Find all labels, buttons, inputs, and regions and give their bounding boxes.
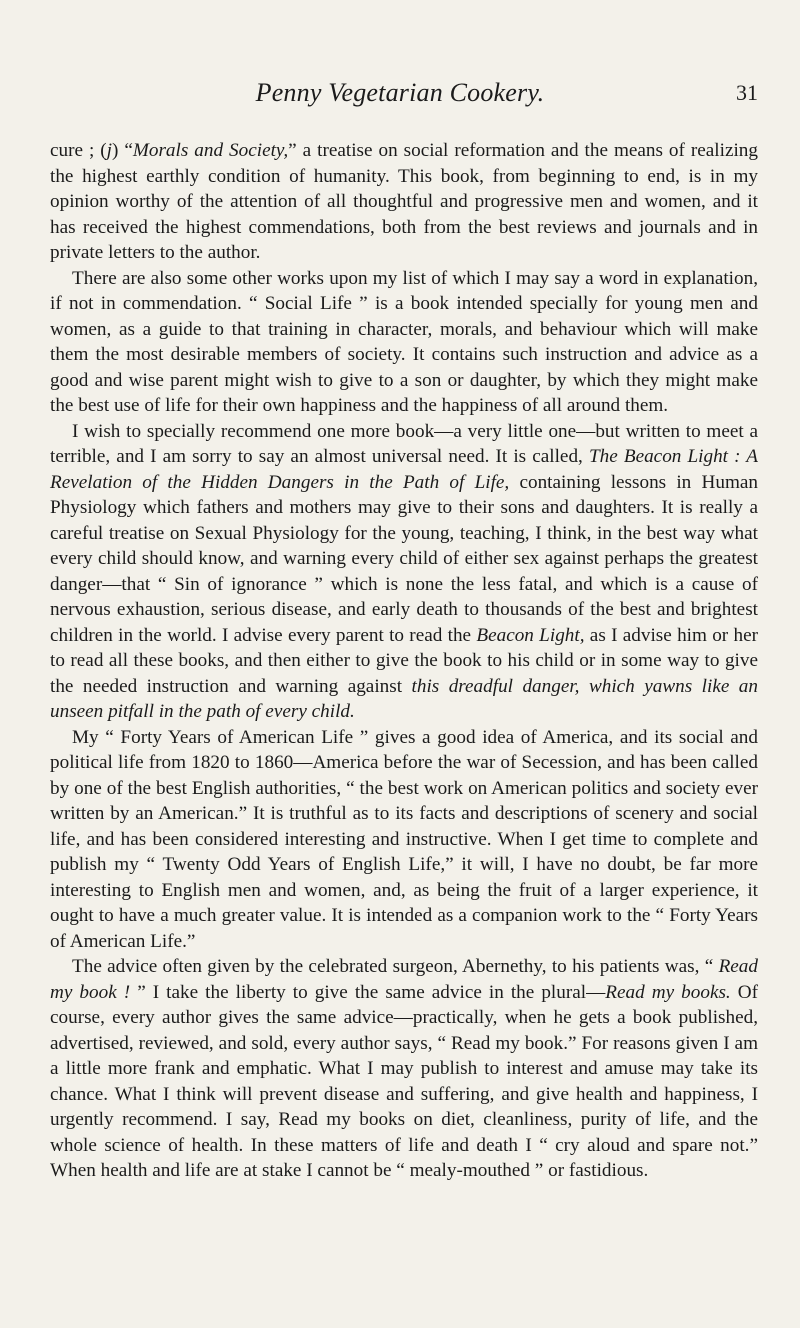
text-run: cure ; (: [50, 140, 107, 161]
paragraph-morals-and-society: [50, 138, 758, 266]
text-run: ” a treatise on social reformation and the means of realizing the highest earthly condition of humanity. This book, from beginning to end, is in my opinion worthy of the attention of all thoughtful and progressive men and women, and it has received the highest commendations, both from the best reviews and journals and in private letters to the author.: [50, 140, 758, 263]
italic-title: Beacon Light,: [476, 624, 585, 646]
text-run: ) “: [112, 140, 133, 161]
italic-run: this dreadful danger, which yawns like an unseen pitfall in the path of every child.: [50, 675, 758, 722]
running-head: [0, 78, 800, 114]
text-run: Of course, every author gives the same advice—practically, when he gets a book published, advertised, reviewed, and sold, every author says, “ Read my book.” For reasons given I am a little more frank and emphatic. What I may publish to interest and amuse may take its chance. What I think will prevent disease and suffering, and give health and happiness, I urgently recommend. I say, Read my books on diet, cleanliness, purity of life, and the whole science of health. In these matters of life and death I “ cry aloud and spare not.” When health and life are at stake I cannot be “ mealy-mouthed ” or fastidious.: [50, 981, 759, 1181]
paragraph-forty-years: [50, 725, 758, 955]
italic-title: The Beacon Light : A Revelation of the Hidden Dangers in the Path of Life,: [50, 446, 758, 493]
text-run: I wish to specially recommend one more book—a very little one—but written to meet a terrible, and I am sorry to say an almost universal need. It is called,: [50, 420, 758, 467]
page-number: 31: [736, 80, 758, 105]
text-run: containing lessons in Human Physiology which fathers and mothers may give to their sons and daughters. It is really a careful treatise on Sexual Physiology for the young, teaching, I think, in the best way what every child should know, and warning every child of either sex against perhaps the greatest danger—that “ Sin of ignorance ” which is none the less fatal, and which is a cause of nervous exhaustion, serious disease, and early death to thousands of the best and brightest children in the world. I advise every parent to read the: [50, 471, 758, 646]
paragraph-read-my-books: [50, 954, 758, 1184]
italic-title: Morals and Society,: [132, 140, 289, 161]
italic-run: Read my book !: [50, 956, 758, 1003]
text-run: as I advise him or her to read all these books, and then either to give the book to his child or in some way to give the needed instruction and warning against: [50, 624, 758, 697]
body-text: [50, 138, 758, 1184]
text-run: There are also some other works upon my list of which I may say a word in explanation, if not in commendation. “ Social Life ” is a book intended specially for young men and women, as a guide to that training in character, morals, and behaviour which will make them the most desirable members of society. It contains such instruction and advice as a good and wise parent might wish to give to a son or daughter, by which they might make the best use of life for their own happiness and the happiness of all around them.: [50, 267, 758, 416]
italic-run: Read my books.: [605, 981, 731, 1003]
italic-run: j: [106, 140, 113, 161]
paragraph-social-life: [50, 266, 758, 419]
text-run: ” I take the liberty to give the same advice in the plural—: [130, 981, 606, 1003]
text-run: My “ Forty Years of American Life ” gives a good idea of America, and its social and political life from 1820 to 1860—America before the war of Secession, and has been called by one of the best English authorities, “ the best work on American politics and society ever written by an American.” It is truthful as to its facts and descriptions of scenery and social life, and has been considered interesting and instructive. When I get time to complete and publish my “ Twenty Odd Years of English Life,” it will, I have no doubt, be far more interesting to English men and women, and, as being the fruit of a larger experience, it ought to have a much greater value. It is intended as a companion work to the “ Forty Years of American Life.”: [50, 726, 758, 952]
running-title: Penny Vegetarian Cookery.: [255, 78, 545, 107]
paragraph-beacon-light: [50, 419, 758, 725]
text-run: The advice often given by the celebrated surgeon, Abernethy, to his patients was, “: [72, 956, 719, 977]
